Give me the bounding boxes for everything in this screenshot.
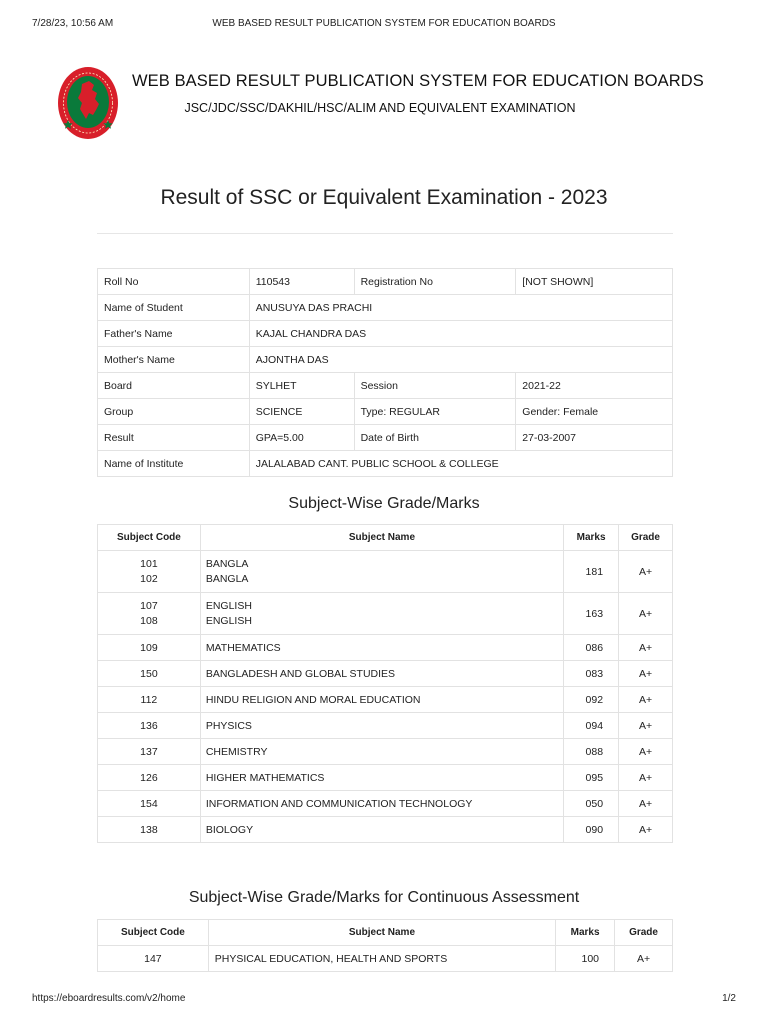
table-row [98,687,673,713]
table-row [98,551,673,593]
subject-marks: 083 [564,661,619,687]
info-row-roll [98,269,673,295]
subject-name-cell [200,593,563,635]
subject-marks: 050 [564,791,619,817]
header-marks: Marks [556,920,615,946]
info-row-name [98,295,673,321]
subject-code: 154 [98,791,201,817]
subject-name: BANGLA [205,572,249,585]
print-header [32,18,736,32]
subject-grade: A+ [619,739,673,765]
subject-name: HIGHER MATHEMATICS [200,765,563,791]
subject-grades-table [97,524,673,843]
table-row [98,593,673,635]
continuous-assessment-title: Subject-Wise Grade/Marks for Continuous Assessment [188,889,580,906]
info-row-institute [98,451,673,477]
gender-value: Gender: Female [516,399,673,425]
info-row-result [98,425,673,451]
info-row-mother [98,347,673,373]
subject-marks: 086 [564,635,619,661]
subject-code: 112 [98,687,201,713]
subject-code: 102 [140,572,158,585]
subject-name: BANGLA [205,557,249,570]
print-header-datetime: 7/28/23, 10:56 AM [32,18,114,29]
subject-code: 138 [98,817,201,843]
info-row-group [98,399,673,425]
subject-name: INFORMATION AND COMMUNICATION TECHNOLOGY [200,791,563,817]
header-subject-name: Subject Name [200,525,563,551]
info-row-board [98,373,673,399]
roll-label: Roll No [98,269,250,295]
table-row [98,713,673,739]
group-value: SCIENCE [249,399,354,425]
government-seal-logo [56,64,120,142]
board-value: SYLHET [249,373,354,399]
institute-value: JALALABAD CANT. PUBLIC SCHOOL & COLLEGE [249,451,672,477]
subject-grade: A+ [619,817,673,843]
mother-name-value: AJONTHA DAS [249,347,672,373]
registration-label: Registration No [354,269,516,295]
subject-grade: A+ [619,713,673,739]
subject-code: 126 [98,765,201,791]
print-footer-url: https://eboardresults.com/v2/home [32,993,186,1004]
subject-code: 108 [140,614,158,627]
table-row [98,635,673,661]
header-subject-name: Subject Name [208,920,555,946]
subject-name: BIOLOGY [200,817,563,843]
subject-grade: A+ [619,687,673,713]
subject-name: CHEMISTRY [200,739,563,765]
group-label: Group [98,399,250,425]
subject-code: 137 [98,739,201,765]
type-value: Type: REGULAR [354,399,516,425]
student-info-table [97,268,673,477]
dob-value: 27-03-2007 [516,425,673,451]
header-marks: Marks [564,525,619,551]
brand-subtitle: JSC/JDC/SSC/DAKHIL/HSC/ALIM AND EQUIVALENT EXAMINATION [184,101,576,115]
subject-code: 147 [98,946,209,972]
subject-name: ENGLISH [205,599,252,612]
subject-marks: 090 [564,817,619,843]
subject-name-cell [200,551,563,593]
subject-marks: 100 [556,946,615,972]
subject-marks: 181 [564,551,619,593]
subject-marks: 163 [564,593,619,635]
subject-name: ENGLISH [205,614,252,627]
header-grade: Grade [619,525,673,551]
subject-grade: A+ [615,946,673,972]
subject-name: PHYSICAL EDUCATION, HEALTH AND SPORTS [208,946,555,972]
subject-grade: A+ [619,765,673,791]
brand-title: WEB BASED RESULT PUBLICATION SYSTEM FOR EDUCATION BOARDS [132,72,704,90]
info-row-father [98,321,673,347]
roll-value: 110543 [249,269,354,295]
subject-code: 107 [140,599,158,612]
table-row [98,661,673,687]
subject-code: 109 [98,635,201,661]
table-header-row [98,920,673,946]
page-title: Result of SSC or Equivalent Examination - 2023 [160,186,608,209]
table-row [98,946,673,972]
print-footer [32,993,736,1007]
subject-name: PHYSICS [200,713,563,739]
subject-marks: 094 [564,713,619,739]
result-label: Result [98,425,250,451]
print-header-title: WEB BASED RESULT PUBLICATION SYSTEM FOR EDUCATION BOARDS [212,18,556,29]
result-value: GPA=5.00 [249,425,354,451]
table-row [98,791,673,817]
subject-marks: 095 [564,765,619,791]
subject-grade: A+ [619,635,673,661]
subject-code-cell [98,593,201,635]
institute-label: Name of Institute [98,451,250,477]
header-grade: Grade [615,920,673,946]
subject-marks: 088 [564,739,619,765]
subject-code: 136 [98,713,201,739]
subject-grade: A+ [619,593,673,635]
table-row [98,739,673,765]
subject-code-cell [98,551,201,593]
father-name-value: KAJAL CHANDRA DAS [249,321,672,347]
subject-name: HINDU RELIGION AND MORAL EDUCATION [200,687,563,713]
registration-value: [NOT SHOWN] [516,269,673,295]
subject-grade: A+ [619,791,673,817]
table-row [98,765,673,791]
header-subject-code: Subject Code [98,920,209,946]
continuous-assessment-table [97,919,673,972]
session-value: 2021-22 [516,373,673,399]
mother-name-label: Mother's Name [98,347,250,373]
father-name-label: Father's Name [98,321,250,347]
subject-grades-title: Subject-Wise Grade/Marks [288,495,480,512]
board-label: Board [98,373,250,399]
header-subject-code: Subject Code [98,525,201,551]
dob-label: Date of Birth [354,425,516,451]
subject-grade: A+ [619,661,673,687]
subject-marks: 092 [564,687,619,713]
subject-grade: A+ [619,551,673,593]
table-row [98,817,673,843]
print-footer-page: 1/2 [722,993,736,1004]
subject-name: BANGLADESH AND GLOBAL STUDIES [200,661,563,687]
title-divider [97,233,673,234]
subject-code: 101 [140,557,158,570]
subject-name: MATHEMATICS [200,635,563,661]
session-label: Session [354,373,516,399]
brand-header [56,64,716,144]
table-header-row [98,525,673,551]
student-name-value: ANUSUYA DAS PRACHI [249,295,672,321]
student-name-label: Name of Student [98,295,250,321]
subject-code: 150 [98,661,201,687]
